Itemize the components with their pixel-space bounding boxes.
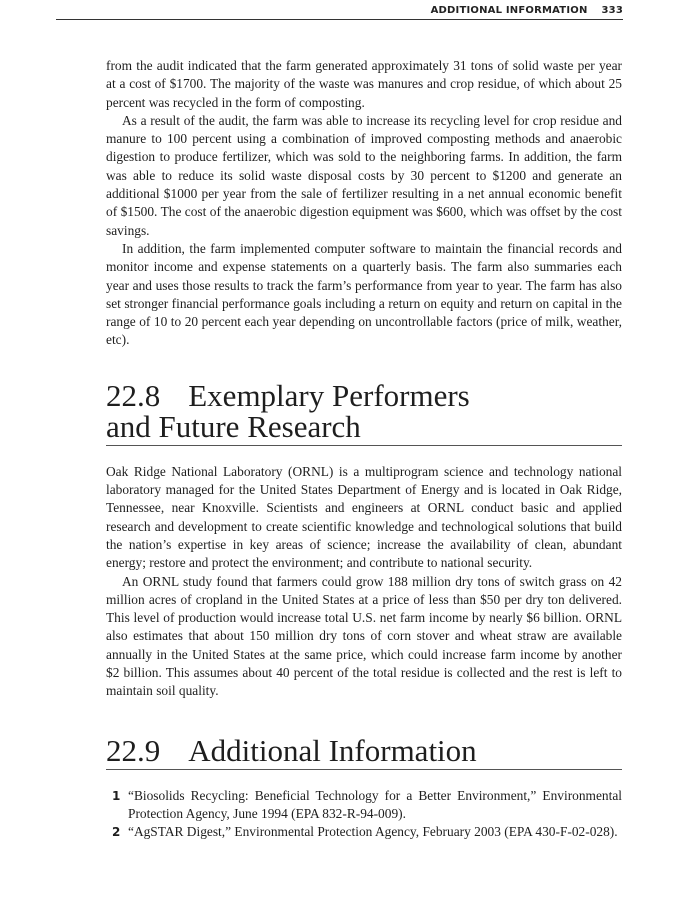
paragraph: Oak Ridge National Laboratory (ORNL) is a multiprogram science and technology national laboratory managed for the United States Department of Energy and is located in Oak Ridge, Tennessee, near Knoxville. Scientists and engineers at ORNL conduct basic and applied research and development to create scientific knowledge and technological solutions that build the nation’s expertise in key areas of science; increase the availability of clean, abundant energy; restore and protect the environment; and contribute to national security. <box>106 463 622 571</box>
reference-number: 1 <box>112 788 121 803</box>
section-heading-22-8 <box>106 377 622 446</box>
paragraph: from the audit indicated that the farm generated approximately 31 tons of solid waste per year at a cost of $1700. The majority of the waste was manures and crop residue, of which about 25 percent was recycled in the form of composting. <box>106 58 622 110</box>
reference-item <box>106 823 622 841</box>
reference-list <box>106 787 622 842</box>
section-heading-22-9 <box>106 732 622 770</box>
page-number: 333 <box>601 5 623 16</box>
paragraph: An ORNL study found that farmers could grow 188 million dry tons of switch grass on 42 million acres of cropland in the United States at a price of less than $50 per dry ton delivered. This level of production would increase total U.S. net farm income by nearly $6 billion. ORNL also estimates that about 150 million dry tons of corn stover and wheat straw are available annually in the United States at the same price, which could increase farm income by another $2 billion. This assumes about 40 percent of the total residue is collected and the rest is left to maintain soil quality. <box>106 573 622 699</box>
section-body-22-8 <box>106 463 622 701</box>
page-body <box>106 57 622 842</box>
section-number: 22.9 <box>106 732 161 768</box>
reference-text: “AgSTAR Digest,” Environmental Protection Agency, February 2003 (EPA 430-F-02-028). <box>128 824 618 840</box>
paragraph: As a result of the audit, the farm was able to increase its recycling level for crop residue and manure to 100 percent using a combination of improved composting methods and anaerobic digestion to produce fertilizer, which was sold to the neighboring farms. In addition, the farm was able to reduce its solid waste disposal costs by 30 percent to $1200 and generate an additional $1000 per year from the sale of fertilizer resulting in a net annual economic benefit of $1500. The cost of the anaerobic digestion equipment was $600, which was offset by the cost savings. <box>106 112 622 238</box>
running-title: ADDITIONAL INFORMATION <box>430 5 588 16</box>
reference-number: 2 <box>112 825 121 840</box>
header-rule <box>56 19 623 20</box>
section-title-line2: and Future Research <box>106 408 361 444</box>
paragraph: In addition, the farm implemented computer software to maintain the financial records and monitor income and expense statements on a quarterly basis. The farm also summaries each year and uses those results to track the farm’s performance from year to year. The farm has also set stronger financial performance goals including a return on equity and return on capital in the range of 10 to 20 percent each year depending on uncontrollable factors (price of milk, weather, etc). <box>106 240 622 348</box>
reference-text: “Biosolids Recycling: Beneficial Technology for a Better Environment,” Environmental Protection Agency, June 1994 (EPA 832-R-94-009). <box>128 787 622 821</box>
section-number: 22.8 <box>106 377 161 413</box>
section-title: Additional Information <box>188 732 477 768</box>
section-title-line1: Exemplary Performers <box>188 377 470 413</box>
running-head <box>431 5 623 16</box>
reference-item <box>106 787 622 824</box>
